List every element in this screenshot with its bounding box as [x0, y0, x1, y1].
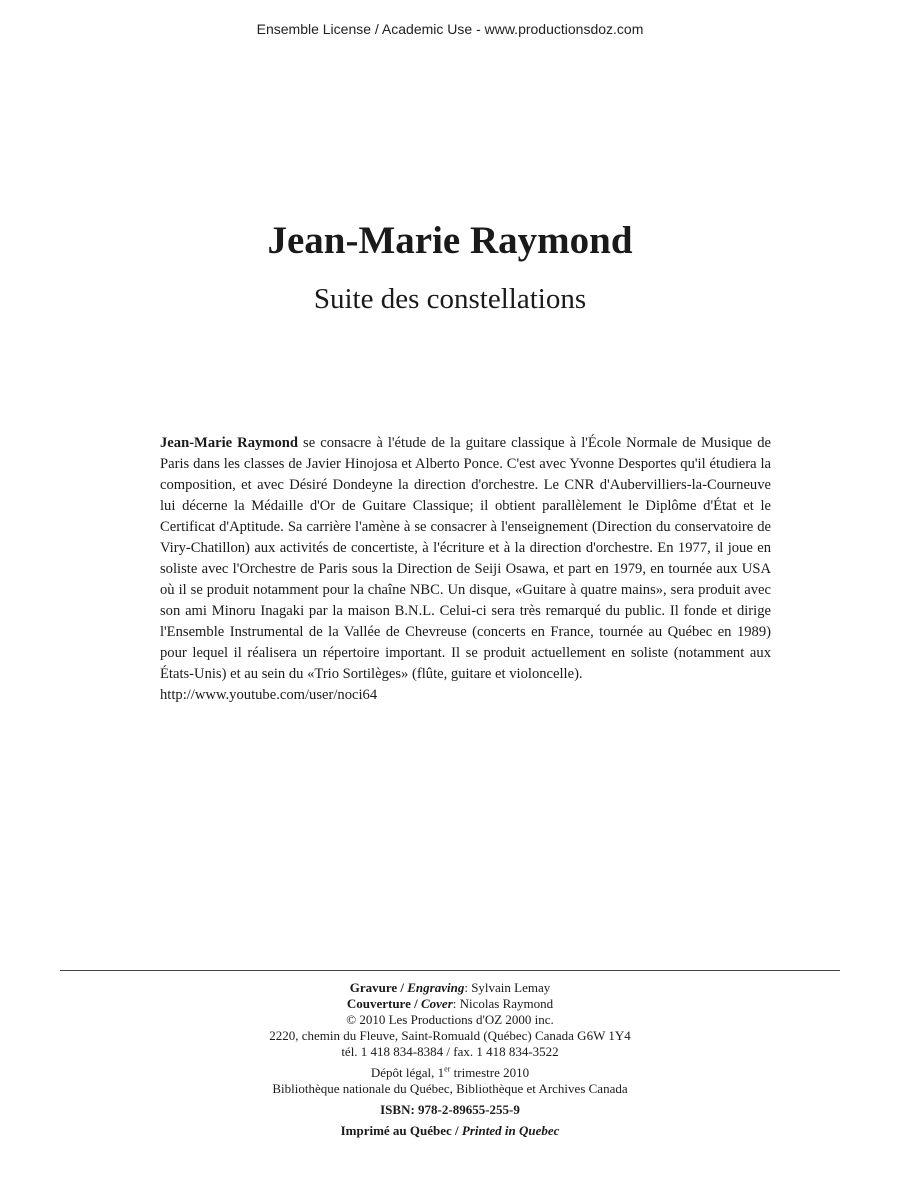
- bio-name: Jean-Marie Raymond: [160, 435, 298, 451]
- printed-fr: Imprimé au Québec /: [340, 1123, 462, 1138]
- cover-credit: [0, 996, 900, 1012]
- engraving-name: : Sylvain Lemay: [464, 980, 551, 995]
- license-header: Ensemble License / Academic Use - www.productionsdoz.com: [256, 21, 644, 37]
- biography: [160, 433, 771, 706]
- cover-label-fr: Couverture /: [346, 996, 421, 1011]
- library-line: Bibliothèque nationale du Québec, Bibliothèque et Archives Canada: [272, 1081, 628, 1096]
- printed-en: Printed in Quebec: [461, 1123, 560, 1138]
- cover-label-en: Cover: [420, 996, 453, 1011]
- publisher-phone: tél. 1 418 834-8384 / fax. 1 418 834-3522: [341, 1044, 559, 1059]
- legal-deposit: Dépôt légal, 1er trimestre 2010: [370, 1064, 530, 1080]
- copyright: © 2010 Les Productions d'OZ 2000 inc.: [346, 1012, 554, 1027]
- youtube-link[interactable]: http://www.youtube.com/user/noci64: [160, 687, 378, 703]
- composer-name: Jean-Marie Raymond: [267, 219, 633, 262]
- publisher-address: 2220, chemin du Fleuve, Saint-Romuald (Québec) Canada G6W 1Y4: [269, 1028, 631, 1043]
- printed-in: [0, 1123, 900, 1139]
- engraving-label-en: Engraving: [407, 980, 465, 995]
- work-title: Suite des constellations: [313, 283, 587, 315]
- bio-text: se consacre à l'étude de la guitare classique à l'École Normale de Musique de Paris dans les classes de Javier Hinojosa et Alberto Ponce. C'est avec Yvonne Desportes qu'il étudiera la composition, et avec Désiré Dondeyne la direction d'orchestre. Le CNR d'Aubervilliers-la-Courneuve lui décerne la Médaille d'Or de Guitare Classique; il obtient parallèlement le Diplôme d'État et le Certificat d'Aptitude. Sa carrière l'amène à se consacrer à l'enseignement (Direction du conservatoire de Viry-Chatillon) aux activités de concertiste, à l'écriture et à la direction d'orchestre. En 1977, il joue en soliste avec l'Orchestre de Paris sous la Direction de Seiji Osawa, et part en 1979, en tournée aux USA où il se produit notamment pour la chaîne NBC. Un disque, «Guitare à quatre mains», sera produit avec son ami Minoru Inagaki par la maison B.N.L. Celui-ci sera très remarqué du public. Il fonde et dirige l'Ensemble Instrumental de la Vallée de Chevreuse (concerts en France, tournée au Québec en 1989) pour lequel il réalisera un répertoire important. Il se produit actuellement en soliste (notamment aux États-Unis) et au sein du «Trio Sortilèges» (flûte, guitare et violoncelle).: [160, 435, 771, 682]
- engraving-credit: [0, 980, 900, 996]
- divider: [60, 970, 840, 971]
- biography-paragraph: [160, 433, 771, 706]
- isbn: ISBN: 978-2-89655-255-9: [380, 1102, 520, 1117]
- credits-block: [0, 980, 900, 1139]
- engraving-label-fr: Gravure /: [349, 980, 408, 995]
- cover-name: : Nicolas Raymond: [452, 996, 554, 1011]
